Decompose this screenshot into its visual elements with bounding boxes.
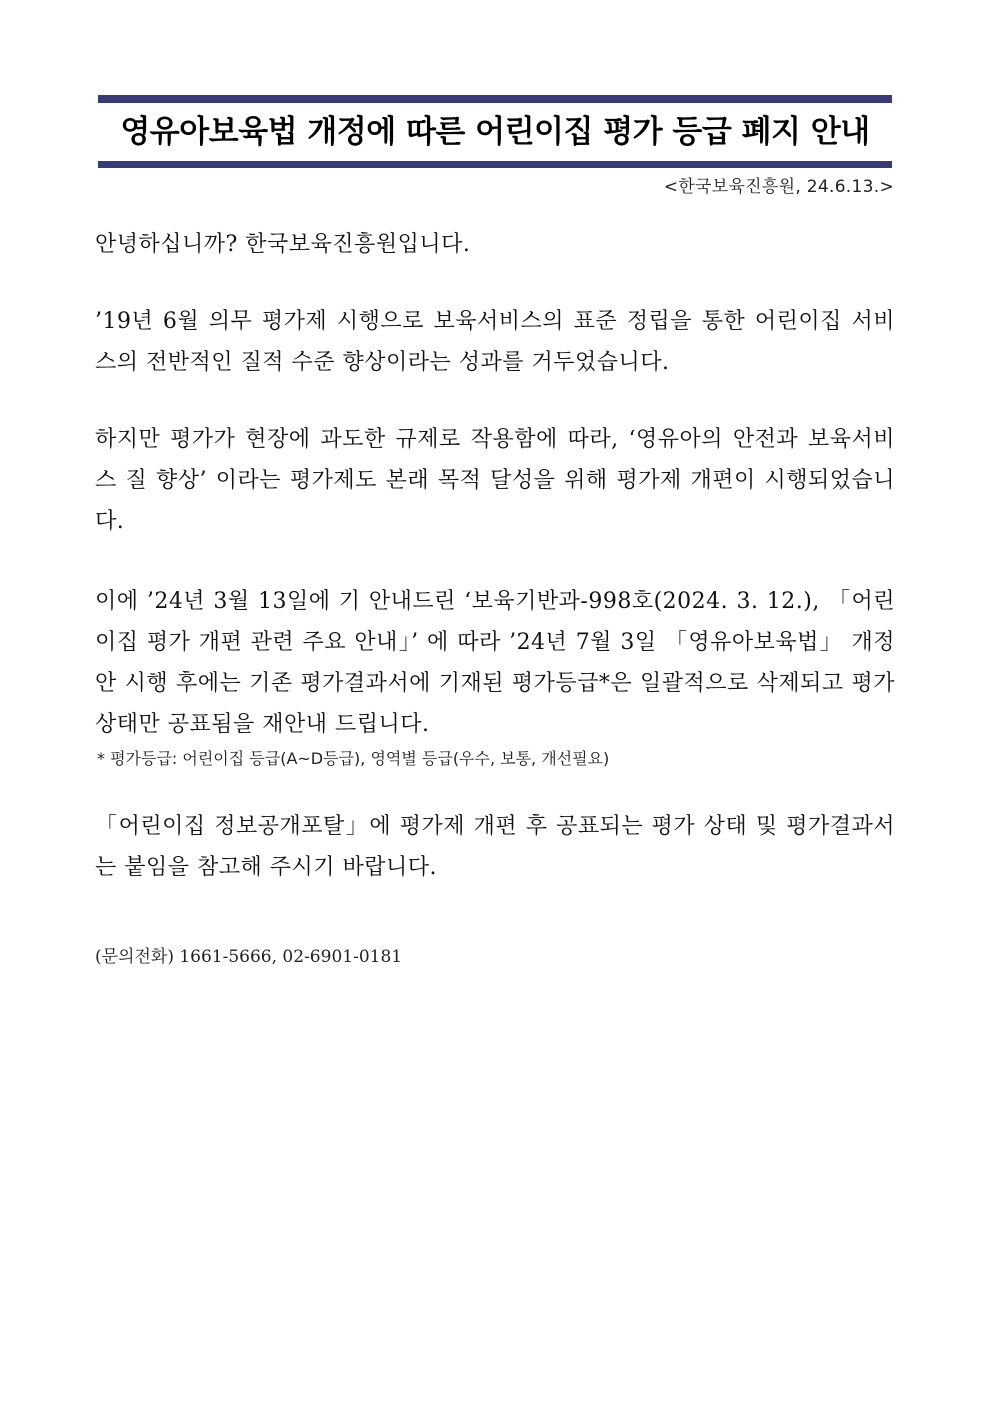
title-top-rule <box>98 95 892 103</box>
title-bottom-rule <box>98 161 892 168</box>
grade-footnote: * 평가등급: 어린이집 등급(A~D등급), 영역별 등급(우수, 보통, 개선필요) <box>97 749 610 768</box>
portal-paragraph: 「어린이집 정보공개포탈」에 평가제 개편 후 공표되는 평가 상태 및 평가결과서는 붙임을 참고해 주시기 바랍니다. <box>95 814 895 880</box>
reform-paragraph: 하지만 평가가 현장에 과도한 규제로 작용함에 따라, ‘영유아의 안전과 보육서비스 질 향상’ 이라는 평가제도 본래 목적 달성을 위해 평가제 개편이 시행되었습니다. <box>95 427 896 534</box>
notice-paragraph: 이에 ’24년 3월 13일에 기 안내드린 ‘보육기반과-998호(2024. 3. 12.), 「어린이집 평가 개편 관련 주요 안내」’ 에 따라 ’24년 7월 3일 「영유아보육법」 개정안 시행 후에는 기존 평가결과서에 기재된 평가등급*은 일괄적으로 삭제되고 평가 상태만 공표됨을 재안내 드립니다. <box>95 589 895 737</box>
contact-phone: (문의전화) 1661-5666, 02-6901-0181 <box>95 947 403 967</box>
title-banner <box>98 95 892 168</box>
background-paragraph: ’19년 6월 의무 평가제 시행으로 보육서비스의 표준 정립을 통한 어린이집 서비스의 전반적인 질적 수준 향상이라는 성과를 거두었습니다. <box>95 309 895 375</box>
source-date-note: <한국보육진흥원, 24.6.13.> <box>663 177 894 197</box>
page-title: 영유아보육법 개정에 따른 어린이집 평가 등급 폐지 안내 <box>120 114 870 150</box>
greeting-paragraph: 안녕하십니까? 한국보육진흥원입니다. <box>95 232 471 257</box>
